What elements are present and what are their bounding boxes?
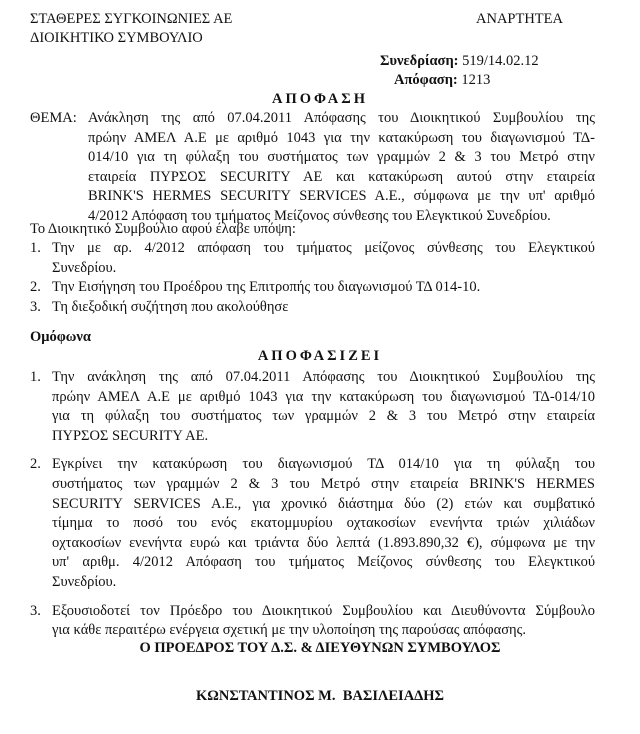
text-line: Την ανάκληση της από 07.04.2011 Απόφασης του Διοικητικού Συμβουλίου της <box>52 369 595 385</box>
text-line: Εξουσιοδοτεί τον Πρόεδρο του Διοικητικού Συμβουλίου και Διευθύνοντα Σύμβουλο <box>52 602 595 619</box>
org-name: ΣΤΑΘΕΡΕΣ ΣΥΓΚΟΙΝΩΝΙΕΣ ΑΕ <box>30 11 233 27</box>
considerations-intro: Το Διοικητικό Συμβούλιο αφού έλαβε υπόψη: <box>30 221 296 237</box>
text-line: Την με αρ. 4/2012 απόφαση του τμήματος μείζονος σύνθεσης του Ελεγκτικού <box>52 240 595 256</box>
list-item-text <box>52 455 595 592</box>
document-title: ΑΠΟΦΑΣΗ <box>271 91 369 107</box>
list-item-text <box>52 298 595 318</box>
text-line: Συνεδρίου. <box>52 573 117 590</box>
list-number: 2. <box>30 456 41 473</box>
text-line: συστήματος των γραμμών 2 & 3 του Μετρό στην εταιρεία BRINK'S HERMES <box>52 475 595 492</box>
decides-title: ΑΠΟΦΑΣΙΖΕΙ <box>257 348 383 364</box>
text-line: Την Εισήγηση του Προέδρου της Επιτροπής του διαγωνισμού ΤΔ 014-10. <box>52 279 481 296</box>
list-number: 3. <box>30 602 41 619</box>
list-item <box>30 239 595 278</box>
list-number: 1. <box>30 240 41 256</box>
text-line: 4/2012 Απόφαση του τμήματος Μείζονος σύνθεσης του Ελεγκτικού Συνεδρίου. <box>88 207 551 224</box>
text-line: ΠΥΡΣΟΣ SECURITY AE. <box>52 427 209 444</box>
text-line: πρώην ΑΜΕΛ Α.Ε με αριθμό 1043 για την κατακύρωση του διαγωνισμού ΤΔ-014/10 <box>52 388 595 405</box>
session-label: Συνεδρίαση: <box>380 53 459 69</box>
text-line: εταιρεία ΠΥΡΣΟΣ SECURITY AE και κατακύρωση αυτού στην εταιρεία <box>88 168 595 185</box>
decision-info <box>394 71 490 91</box>
subject-label: ΘΕΜΑ: <box>30 110 77 126</box>
posting-label: ΑΝΑΡΤΗΤΕΑ <box>476 11 563 27</box>
decision-label: Απόφαση: <box>394 72 458 88</box>
list-item <box>30 278 595 298</box>
list-item <box>30 455 595 592</box>
signatory-role: Ο ΠΡΟΕΔΡΟΣ ΤΟΥ Δ.Σ. & ΔΙΕΥΘΥΝΩΝ ΣΥΜΒΟΥΛΟΣ <box>139 640 501 656</box>
signatory-name: ΚΩΝΣΤΑΝΤΙΝΟΣ Μ. ΒΑΣΙΛΕΙΑΔΗΣ <box>195 688 445 704</box>
list-item-text <box>52 239 595 278</box>
list-item-text <box>52 368 595 446</box>
text-line: για κάθε περαιτέρω ενέργεια σχετική με την υλοποίηση της παρούσας απόφασης. <box>52 622 527 639</box>
text-line: οχτακοσίων ενενήντα ευρώ και τριάντα δύο λεπτά (1.893.890,32 €), σύμφωνα με την <box>52 534 595 551</box>
text-line: Συνεδρίου. <box>52 259 117 276</box>
unanimous-label: Ομόφωνα <box>30 329 91 345</box>
list-number: 3. <box>30 298 41 315</box>
list-number: 1. <box>30 369 41 385</box>
text-line: Τη διεξοδική συζήτηση που ακολούθησε <box>52 298 289 315</box>
list-item-text <box>52 602 595 641</box>
text-line: SECURITY SERVICES A.E., για χρονικό διάστημα δύο (2) ετών και συμβατικό <box>52 495 595 512</box>
list-item <box>30 602 595 641</box>
list-item <box>30 298 595 318</box>
considerations-list <box>30 239 595 317</box>
list-item <box>30 368 595 446</box>
session-value: 519/14.02.12 <box>462 53 539 69</box>
text-line: τίμημα το ποσό του ενός εκατομμυρίου οχτακοσίων ενενήντα τριών χιλιάδων <box>52 515 595 532</box>
text-line: για τη φύλαξη του συστήματος των γραμμών 2 & 3 του Μετρό στην εταιρεία <box>52 408 595 425</box>
decision-value: 1213 <box>461 72 491 88</box>
decisions-list <box>30 368 595 650</box>
list-number: 2. <box>30 279 41 296</box>
list-item-text <box>52 278 595 298</box>
text-line: υπ' αριθμ. 4/2012 Απόφαση του τμήματος Μείζονος σύνθεσης του Ελεγκτικού <box>52 554 595 571</box>
board-name: ΔΙΟΙΚΗΤΙΚΟ ΣΥΜΒΟΥΛΙΟ <box>30 30 203 46</box>
text-line: πρώην ΑΜΕΛ Α.Ε με αριθμό 1043 για την κατακύρωση του διαγωνισμού ΤΔ- <box>88 129 595 146</box>
text-line: Ανάκληση της από 07.04.2011 Απόφασης του Διοικητικού Συμβουλίου της <box>88 110 595 126</box>
subject-text <box>88 109 595 227</box>
session-info <box>380 52 539 72</box>
text-line: Εγκρίνει την κατακύρωση του διαγωνισμού ΤΔ 014/10 για τη φύλαξη του <box>52 456 595 473</box>
text-line: 014/10 για τη φύλαξη του συστήματος των γραμμών 2 & 3 του Μετρό στην <box>88 149 595 166</box>
text-line: BRINK'S HERMES SECURITY SERVICES A.E., σύμφωνα με την υπ' αριθμό <box>88 188 595 205</box>
